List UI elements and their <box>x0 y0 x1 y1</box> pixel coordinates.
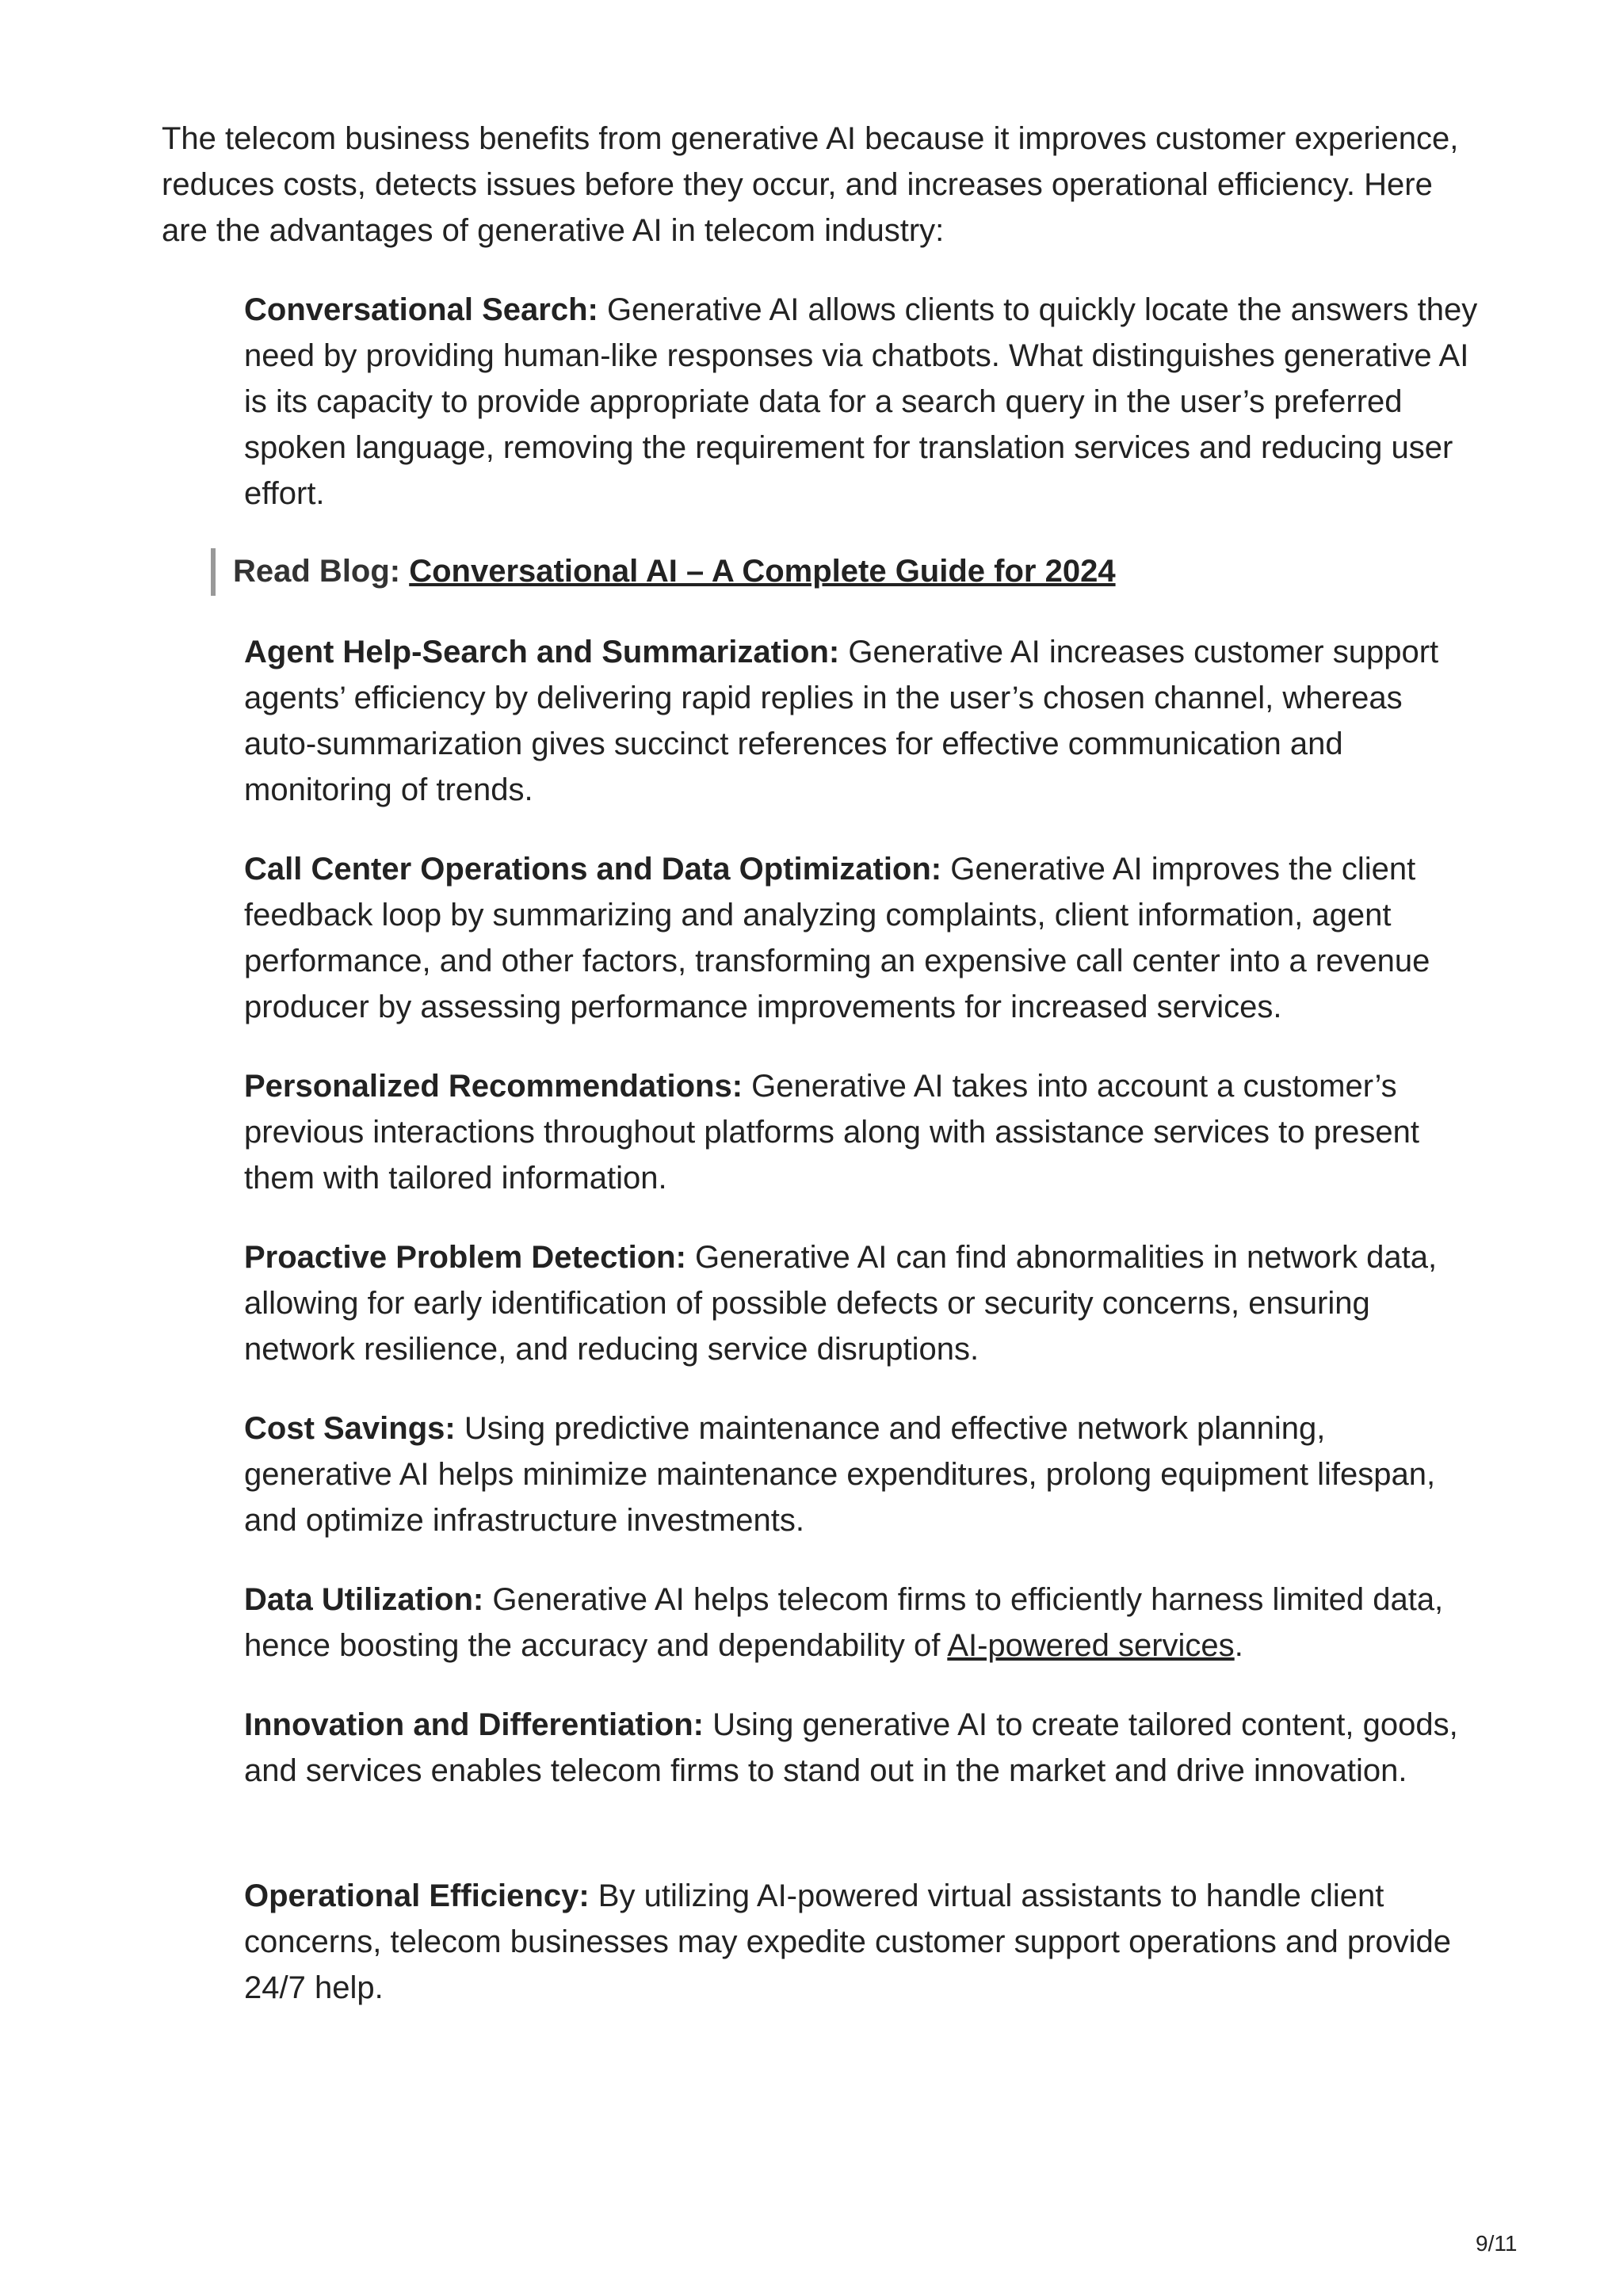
advantage-cost-savings <box>244 1405 1480 1543</box>
advantage-text: Generative AI helps telecom firms to efficiently harness limited data, hence boosting the accuracy and dependability of <box>244 1582 1444 1663</box>
advantage-agent-help <box>244 629 1480 813</box>
advantage-text: Generative AI allows clients to quickly locate the answers they need by providing human-like responses via chatbots. What distinguishes generative AI is its capacity to provide appropriate data for a search query in the user’s preferred spoken language, removing the requirement for translation services and reducing user effort. <box>244 292 1478 511</box>
advantage-conversational-search <box>244 287 1480 517</box>
advantage-title: Personalized Recommendations: <box>244 1069 743 1104</box>
advantage-title: Agent Help-Search and Summarization: <box>244 635 840 669</box>
advantage-data-utilization <box>244 1577 1480 1669</box>
advantage-text: Generative AI increases customer support agents’ efficiency by delivering rapid replies in the user’s chosen channel, whereas auto-summarization gives succinct references for effective communication and monitoring of trends. <box>244 635 1439 807</box>
advantage-text: Using generative AI to create tailored content, goods, and services enables telecom firms to stand out in the market and drive innovation. <box>244 1707 1458 1788</box>
advantage-proactive-detection <box>244 1234 1480 1372</box>
advantage-personalized-recommendations <box>244 1063 1480 1201</box>
ai-powered-services-link[interactable]: AI-powered services <box>947 1628 1235 1663</box>
advantage-innovation <box>244 1702 1480 1794</box>
advantage-text-end: . <box>1234 1628 1243 1663</box>
advantage-operational-efficiency <box>244 1873 1480 2011</box>
read-blog-link[interactable]: Conversational AI – A Complete Guide for 2024 <box>409 554 1116 589</box>
advantage-text: By utilizing AI-powered virtual assistants to handle client concerns, telecom businesses may expedite customer support operations and provide 24/7 help. <box>244 1878 1452 2005</box>
advantage-title: Proactive Problem Detection: <box>244 1240 686 1275</box>
read-blog-callout <box>211 548 1116 596</box>
advantage-title: Conversational Search: <box>244 292 598 327</box>
advantage-text: Using predictive maintenance and effective network planning, generative AI helps minimize maintenance expenditures, prolong equipment lifespan, and optimize infrastructure investments. <box>244 1411 1436 1538</box>
advantage-call-center <box>244 846 1480 1030</box>
advantage-title: Call Center Operations and Data Optimization: <box>244 852 942 887</box>
intro-paragraph: The telecom business benefits from generative AI because it improves customer experience, reduces costs, detects issues before they occur, and increases operational efficiency. Here are the advantages of generative AI in telecom industry: <box>162 121 1459 248</box>
page-number: 9/11 <box>1476 2231 1518 2256</box>
advantage-title: Data Utilization: <box>244 1582 484 1617</box>
advantage-text: Generative AI takes into account a customer’s previous interactions throughout platforms along with assistance services to present them with tailored information. <box>244 1069 1419 1196</box>
advantage-title: Innovation and Differentiation: <box>244 1707 704 1742</box>
advantage-text: Generative AI can find abnormalities in network data, allowing for early identification of possible defects or security concerns, ensuring network resilience, and reducing service disruptions. <box>244 1240 1438 1367</box>
advantage-title: Operational Efficiency: <box>244 1878 590 1913</box>
read-blog-label: Read Blog: <box>233 554 410 589</box>
advantage-title: Cost Savings: <box>244 1411 456 1446</box>
advantage-text: Generative AI improves the client feedback loop by summarizing and analyzing complaints, client information, agent performance, and other factors, transforming an expensive call center into a revenue producer by assessing performance improvements for increased services. <box>244 852 1430 1024</box>
